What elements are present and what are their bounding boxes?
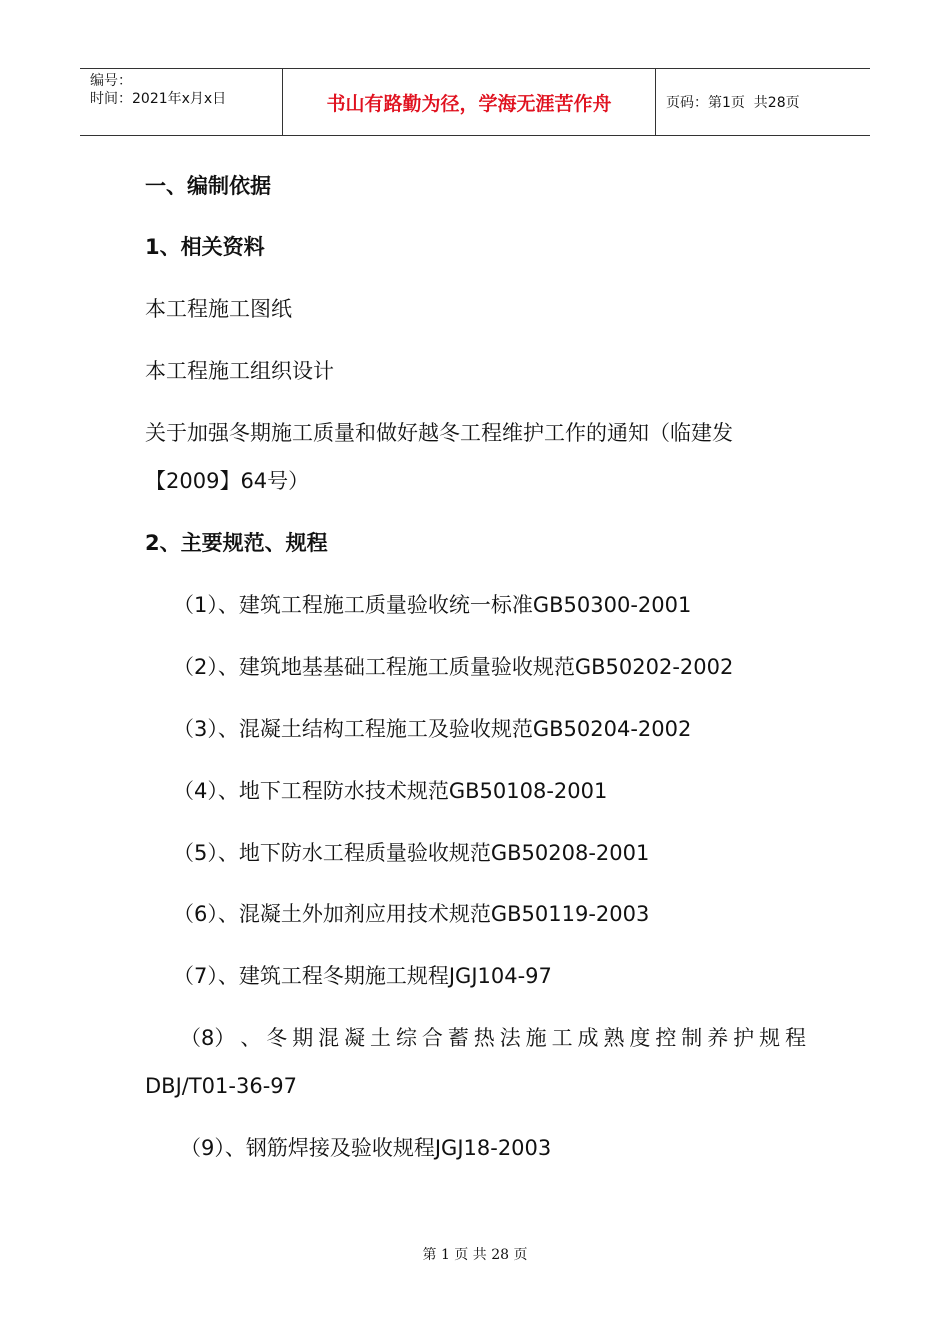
subsection-title: 2、主要规范、规程	[145, 531, 328, 555]
justified-char: 规	[759, 1026, 781, 1050]
justified-char: 护	[733, 1026, 755, 1050]
justified-char: 冬	[266, 1026, 288, 1050]
standard-item: （5）、地下防水工程质量验收规范GB50208-2001	[173, 841, 650, 865]
justified-char: 工	[551, 1026, 573, 1050]
header-motto: 书山有路勤为径，学海无涯苦作舟	[282, 69, 656, 135]
justified-char: 综	[395, 1026, 417, 1050]
justified-char: 热	[473, 1026, 495, 1050]
justified-char: 制	[681, 1026, 703, 1050]
header-page-info	[656, 69, 870, 135]
justified-char: 养	[707, 1026, 729, 1050]
standard-item-justified	[180, 1024, 806, 1052]
page-footer: 第 1 页 共 28 页	[422, 1247, 528, 1263]
reference-item-continued: 【2009】64号）	[145, 469, 310, 493]
justified-char: 蓄	[447, 1026, 469, 1050]
justified-char: 凝	[344, 1026, 366, 1050]
standard-item: （4）、地下工程防水技术规范GB50108-2001	[173, 779, 608, 803]
justified-char: 混	[318, 1026, 340, 1050]
justified-char: 熟	[603, 1026, 625, 1050]
justified-char: 控	[655, 1026, 677, 1050]
justified-char: 成	[577, 1026, 599, 1050]
standard-item: （9）、钢筋焊接及验收规程JGJ18-2003	[180, 1136, 552, 1160]
standard-item: （6）、混凝土外加剂应用技术规范GB50119-2003	[173, 902, 650, 926]
standard-item: （7）、建筑工程冬期施工规程JGJ104-97	[173, 964, 552, 988]
subsection-title: 1、相关资料	[145, 235, 265, 259]
page-header	[80, 68, 870, 136]
justified-char: 期	[292, 1026, 314, 1050]
standard-item: （3）、混凝土结构工程施工及验收规范GB50204-2002	[173, 717, 692, 741]
page-info-text: 页码：第1页 共28页	[666, 95, 800, 111]
justified-char: 程	[785, 1026, 806, 1050]
reference-item: 关于加强冬期施工质量和做好越冬工程维护工作的通知（临建发	[145, 421, 733, 445]
header-meta	[80, 69, 282, 135]
justified-char: 法	[499, 1026, 521, 1050]
justified-char: 合	[421, 1026, 443, 1050]
justified-char: 度	[629, 1026, 651, 1050]
section-title: 一、编制依据	[145, 174, 271, 198]
standard-item-continued: DBJ/T01-36-97	[145, 1074, 297, 1098]
justified-char: 施	[525, 1026, 547, 1050]
standard-item: （1）、建筑工程施工质量验收统一标准GB50300-2001	[173, 593, 692, 617]
justified-char: 土	[370, 1026, 391, 1050]
date-line: 时间：2021年x月x日	[90, 91, 227, 107]
reference-item: 本工程施工图纸	[145, 297, 292, 321]
justified-char: （8）	[180, 1026, 236, 1050]
justified-char: 、	[240, 1026, 262, 1050]
standard-item: （2）、建筑地基基础工程施工质量验收规范GB50202-2002	[173, 655, 734, 679]
reference-item: 本工程施工组织设计	[145, 359, 334, 383]
serial-label: 编号：	[90, 73, 132, 89]
